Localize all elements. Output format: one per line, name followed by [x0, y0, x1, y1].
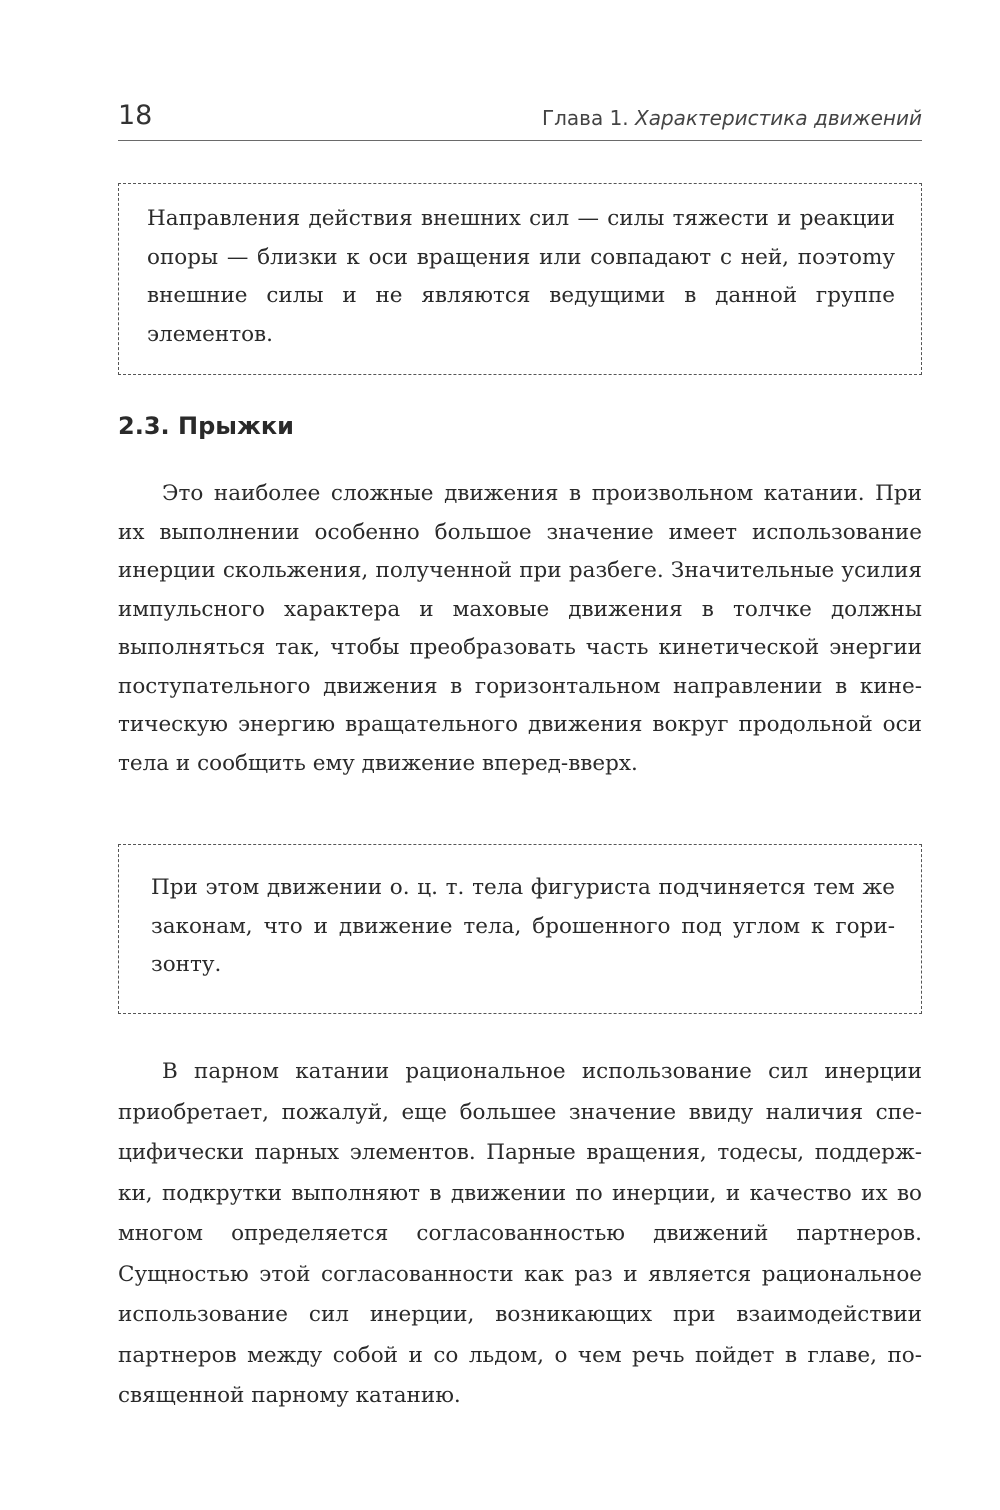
paragraph-jumps: Это наиболее сложные движения в произвольном катании. При их выполнении особенно большое значение имеет использование инерции скольжения, полученной при разбеге. Значительные усилия импульсного характера и маховые движения в толчке должны выполняться так, чтобы преобразовать часть кинетической энергии поступательного движения в горизонтальном направлении в кинетическую энергию вращательного движения вокруг продольной оси тела и сообщить ему движение вперед-вверх. — [118, 481, 922, 776]
running-head — [542, 106, 922, 130]
paragraph-pair-skating: В парном катании рациональное использование сил инерции приобретает, пожалуй, еще большее значение ввиду наличия специфически парных элементов. Парные вращения, тодесы, поддержки, подкрутки выполняют в движении по инерции, и качество их во многом определяется согласованностью движений партнеров. Сущностью этой согласованности как раз и является рациональное использование сил инерции, возникающих при взаимодействии партнеров между собой и со льдом, о чем речь пойдет в главе, посвященной парному катанию. — [118, 1059, 922, 1408]
chapter-label: Глава 1. — [541, 106, 629, 130]
chapter-title: Характеристика движений — [635, 106, 922, 130]
page-number: 18 — [118, 100, 153, 131]
section-heading: 2.3. Прыжки — [118, 412, 294, 440]
running-header — [118, 96, 922, 141]
callout-text-center-of-mass: При этом движении о. ц. т. тела фигуриста подчиняется тем же законам, что и движение тела, брошенного под углом к горизонту. — [151, 875, 895, 977]
callout-text-external-forces: Направления действия внешних сил — силы тяжести и реакции опоры — близки к оси вращения или совпадают с ней, поэтоmу внешние силы и не являются ведущими в данной группе элементов. — [147, 206, 895, 347]
callout-box-external-forces — [118, 183, 922, 375]
callout-box-center-of-mass — [118, 844, 922, 1014]
